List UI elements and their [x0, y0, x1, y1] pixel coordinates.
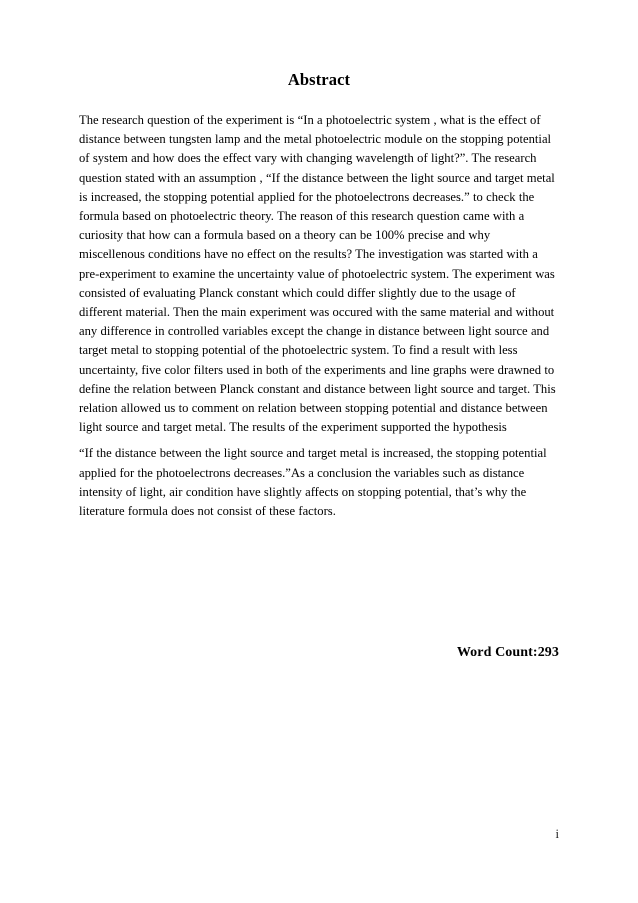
abstract-paragraph-1: The research question of the experiment is “In a photoelectric system , what is the effect of distance between tungsten lamp and the metal photoelectric module on the stopping potential of system and how does the effect vary with changing wavelength of light?”. The research question stated with an assumption , “If the distance between the light source and target metal is increased, the stopping potential applied for the photoelectrons decreases.” to check the formula based on photoelectric theory. The reason of this research question came with a curiosity that how can a formula based on a theory can be 100% precise and why miscellenous conditions have no effect on the results? The investigation was started with a pre-experiment to examine the uncertainty value of photoelectric system. The experiment was consisted of evaluating Planck constant which could differ slightly due to the usage of different material. Then the main experiment was occured with the same material and without any difference in controlled variables except the change in distance between light source and target metal to stopping potential of the photoelectric system. To find a result with less uncertainty, five color filters used in both of the experiments and line graphs were drawned to define the relation between Planck constant and distance between light source and target. This relation allowed us to comment on relation between stopping potential and distance between light source and target metal. The results of the experiment supported the hypothesis [79, 113, 556, 435]
page-title: Abstract [287, 70, 351, 89]
abstract-paragraph-2: “If the distance between the light source and target metal is increased, the stopping potential applied for the photoelectrons decreases.”As a conclusion the variables such as distance intensity of light, air condition have slightly affects on stopping potential, that’s why the literature formula does not consist of these factors. [79, 446, 547, 519]
page-content [79, 70, 559, 521]
page-number: i [555, 827, 559, 841]
word-count-label: Word Count:293 [456, 645, 559, 660]
